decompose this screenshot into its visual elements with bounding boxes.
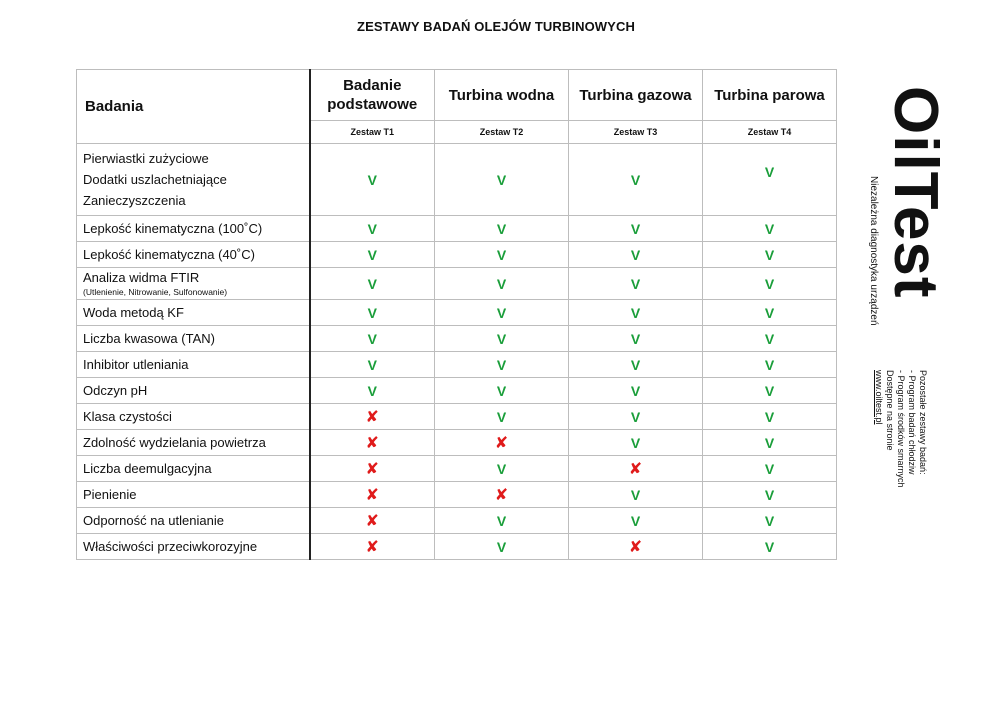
table-row xyxy=(77,534,837,560)
test-label-cell xyxy=(77,404,310,430)
mark-cell xyxy=(703,300,837,326)
table-row xyxy=(77,508,837,534)
mark-cell xyxy=(569,508,703,534)
mark-cell xyxy=(569,456,703,482)
test-sublabel: (Utlenienie, Nitrowanie, Sulfonowanie) xyxy=(83,287,228,297)
test-label-cell xyxy=(77,456,310,482)
mark-cell xyxy=(310,300,435,326)
cross-mark: ✘ xyxy=(628,538,643,556)
cross-mark: ✘ xyxy=(365,538,379,556)
check-mark: V xyxy=(764,460,775,477)
table-row xyxy=(77,326,837,352)
test-label-cell xyxy=(77,268,310,300)
check-mark: V xyxy=(764,304,775,321)
test-label: Klasa czystości xyxy=(83,408,172,424)
mark-cell xyxy=(703,534,837,560)
cross-mark: ✘ xyxy=(365,460,379,478)
header-badania: Badania xyxy=(77,70,310,144)
check-mark: V xyxy=(630,382,641,399)
availability-prefix: Dostępne na stronie xyxy=(885,370,895,451)
cross-mark: ✘ xyxy=(365,486,379,504)
test-label-cell xyxy=(77,300,310,326)
mark-cell xyxy=(435,216,569,242)
mark-cell xyxy=(310,430,435,456)
mark-cell xyxy=(703,144,837,216)
test-sets-table xyxy=(76,69,837,560)
mark-cell xyxy=(435,508,569,534)
mark-cell xyxy=(435,242,569,268)
mark-cell xyxy=(435,352,569,378)
test-label: Analiza widma FTIR xyxy=(83,270,200,285)
mark-cell xyxy=(435,300,569,326)
test-label: Woda metodą KF xyxy=(83,304,184,320)
tagline: Niezależna diagnostyka urządzeń xyxy=(868,176,879,326)
check-mark: V xyxy=(764,538,775,555)
mark-cell xyxy=(310,144,435,216)
table-row xyxy=(77,404,837,430)
mark-cell xyxy=(310,378,435,404)
mark-cell xyxy=(310,456,435,482)
mark-cell xyxy=(310,404,435,430)
test-label-cell xyxy=(77,326,310,352)
mark-cell xyxy=(569,352,703,378)
check-mark: V xyxy=(630,304,641,321)
header-set-t3: Zestaw T3 xyxy=(569,121,703,144)
mark-cell xyxy=(435,404,569,430)
mark-cell xyxy=(569,268,703,300)
check-mark: V xyxy=(496,538,507,555)
test-label-cell xyxy=(77,378,310,404)
test-label-cell xyxy=(77,430,310,456)
check-mark: V xyxy=(630,512,641,529)
group-line: Pierwiastki zużyciowe xyxy=(83,150,209,166)
table-row-group xyxy=(77,144,837,216)
check-mark: V xyxy=(764,164,775,180)
group-line: Dodatki uszlachetniające xyxy=(83,171,227,187)
check-mark: V xyxy=(630,486,641,503)
check-mark: V xyxy=(630,356,641,373)
mark-cell xyxy=(703,352,837,378)
table-row xyxy=(77,378,837,404)
check-mark: V xyxy=(496,460,507,477)
check-mark: V xyxy=(630,246,641,263)
mark-cell xyxy=(310,242,435,268)
check-mark: V xyxy=(764,434,775,451)
other-sets-item: - Program środków smarnych xyxy=(896,370,906,488)
mark-cell xyxy=(435,268,569,300)
table-row xyxy=(77,456,837,482)
test-label: Właściwości przeciwkorozyjne xyxy=(83,538,258,554)
test-label: Pienienie xyxy=(83,486,137,502)
header-col-t1: Badanie podstawowe xyxy=(310,70,435,121)
mark-cell xyxy=(703,326,837,352)
test-label-cell xyxy=(77,242,310,268)
table-row xyxy=(77,430,837,456)
check-mark: V xyxy=(630,171,641,188)
check-mark: V xyxy=(630,408,641,425)
test-label: Lepkość kinematyczna (100˚C) xyxy=(83,220,263,236)
check-mark: V xyxy=(496,356,507,373)
mark-cell xyxy=(435,430,569,456)
mark-cell xyxy=(435,326,569,352)
mark-cell xyxy=(703,508,837,534)
check-mark: V xyxy=(764,275,775,292)
mark-cell xyxy=(569,144,703,216)
mark-cell xyxy=(435,482,569,508)
test-label-cell xyxy=(77,508,310,534)
mark-cell xyxy=(569,534,703,560)
mark-cell xyxy=(310,216,435,242)
table-row xyxy=(77,268,837,300)
test-label-cell xyxy=(77,352,310,378)
mark-cell xyxy=(435,456,569,482)
availability-line xyxy=(873,370,895,488)
check-mark: V xyxy=(764,408,775,425)
test-label: Liczba deemulgacyjna xyxy=(83,460,212,476)
check-mark: V xyxy=(764,486,775,503)
check-mark: V xyxy=(496,171,507,188)
page-title: ZESTAWY BADAŃ OLEJÓW TURBINOWYCH xyxy=(357,19,635,34)
check-mark: V xyxy=(764,382,775,399)
table-row xyxy=(77,482,837,508)
check-mark: V xyxy=(367,304,377,321)
mark-cell xyxy=(703,378,837,404)
website-link[interactable]: www.oiltest.pl xyxy=(874,370,884,425)
mark-cell xyxy=(703,482,837,508)
cross-mark: ✘ xyxy=(365,512,379,530)
check-mark: V xyxy=(496,330,507,347)
check-mark: V xyxy=(496,382,507,399)
cross-mark: ✘ xyxy=(365,434,379,452)
test-label: Odczyn pH xyxy=(83,382,148,398)
check-mark: V xyxy=(764,246,775,263)
test-label: Lepkość kinematyczna (40˚C) xyxy=(83,246,255,262)
check-mark: V xyxy=(496,275,507,292)
test-label-cell xyxy=(77,482,310,508)
group-line: Zanieczyszczenia xyxy=(83,192,186,208)
test-label: Zdolność wydzielania powietrza xyxy=(83,434,266,450)
other-sets-title: Pozostałe zestawy badań: xyxy=(918,370,928,475)
check-mark: V xyxy=(367,246,377,263)
check-mark: V xyxy=(764,512,775,529)
check-mark: V xyxy=(764,220,775,237)
check-mark: V xyxy=(630,220,641,237)
mark-cell xyxy=(703,242,837,268)
mark-cell xyxy=(569,300,703,326)
check-mark: V xyxy=(496,220,507,237)
check-mark: V xyxy=(367,330,377,347)
check-mark: V xyxy=(367,220,377,237)
check-mark: V xyxy=(496,246,507,263)
table-row xyxy=(77,216,837,242)
mark-cell xyxy=(569,404,703,430)
mark-cell xyxy=(569,326,703,352)
check-mark: V xyxy=(496,304,507,321)
mark-cell xyxy=(569,216,703,242)
header-col-t4: Turbina parowa xyxy=(703,70,837,121)
mark-cell xyxy=(569,378,703,404)
table-row xyxy=(77,352,837,378)
test-label: Inhibitor utleniania xyxy=(83,356,189,372)
table-row xyxy=(77,300,837,326)
header-set-t4: Zestaw T4 xyxy=(703,121,837,144)
group-label xyxy=(77,144,310,216)
test-label-cell xyxy=(77,534,310,560)
check-mark: V xyxy=(496,408,507,425)
mark-cell xyxy=(569,482,703,508)
header-col-t2: Turbina wodna xyxy=(435,70,569,121)
header-col-t3: Turbina gazowa xyxy=(569,70,703,121)
mark-cell xyxy=(435,378,569,404)
test-label: Odporność na utlenianie xyxy=(83,512,224,528)
other-sets-item: - Program badań chłodziw xyxy=(907,370,917,475)
check-mark: V xyxy=(367,356,377,373)
mark-cell xyxy=(703,216,837,242)
header-set-t2: Zestaw T2 xyxy=(435,121,569,144)
mark-cell xyxy=(703,404,837,430)
mark-cell xyxy=(703,268,837,300)
other-sets-note xyxy=(873,370,928,488)
check-mark: V xyxy=(367,382,377,399)
header-set-t1: Zestaw T1 xyxy=(310,121,435,144)
mark-cell xyxy=(310,508,435,534)
mark-cell xyxy=(569,242,703,268)
mark-cell xyxy=(310,352,435,378)
mark-cell xyxy=(310,326,435,352)
check-mark: V xyxy=(367,171,377,188)
check-mark: V xyxy=(764,330,775,347)
cross-mark: ✘ xyxy=(494,486,509,504)
mark-cell xyxy=(310,534,435,560)
mark-cell xyxy=(310,482,435,508)
mark-cell xyxy=(435,144,569,216)
mark-cell xyxy=(569,430,703,456)
oiltest-logo: OilTest xyxy=(881,86,950,299)
cross-mark: ✘ xyxy=(494,434,509,452)
check-mark: V xyxy=(764,356,775,373)
check-mark: V xyxy=(630,434,641,451)
test-label: Liczba kwasowa (TAN) xyxy=(83,330,215,346)
mark-cell xyxy=(435,534,569,560)
mark-cell xyxy=(310,268,435,300)
table-row xyxy=(77,242,837,268)
mark-cell xyxy=(703,430,837,456)
cross-mark: ✘ xyxy=(365,408,379,426)
check-mark: V xyxy=(496,512,507,529)
check-mark: V xyxy=(630,275,641,292)
check-mark: V xyxy=(630,330,641,347)
cross-mark: ✘ xyxy=(628,460,643,478)
test-label-cell xyxy=(77,216,310,242)
mark-cell xyxy=(703,456,837,482)
check-mark: V xyxy=(367,275,377,292)
